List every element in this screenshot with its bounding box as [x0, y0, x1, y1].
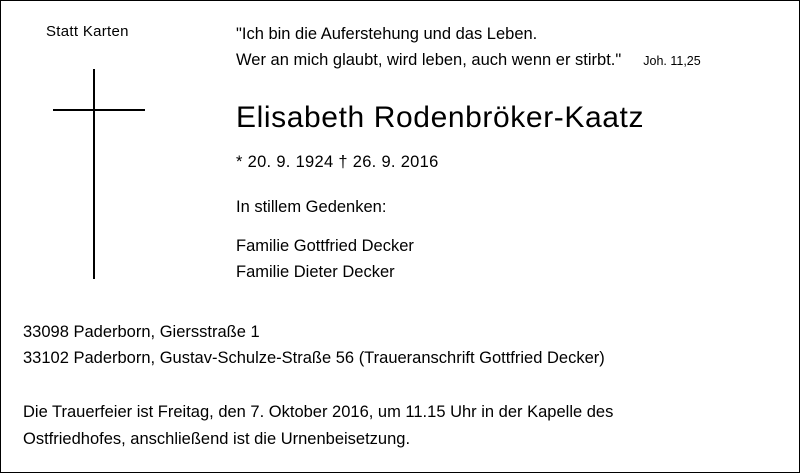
- bible-quote: [236, 21, 776, 74]
- cross-vertical-bar: [93, 69, 95, 279]
- quote-line-2-row: [236, 47, 776, 74]
- service-line-1: Die Trauerfeier ist Freitag, den 7. Oktober 2016, um 11.15 Uhr in der Kapelle des: [23, 403, 614, 421]
- address-line-1: 33098 Paderborn, Giersstraße 1: [23, 323, 260, 341]
- quote-reference: Joh. 11,25: [643, 54, 701, 68]
- statt-karten-label: Statt Karten: [46, 23, 129, 40]
- family-list: [236, 233, 414, 285]
- remembrance-heading: In stillem Gedenken:: [236, 198, 387, 216]
- funeral-service-info: [23, 399, 785, 453]
- christian-cross-icon: [53, 69, 145, 279]
- quote-line-1: "Ich bin die Auferstehung und das Leben.: [236, 25, 538, 43]
- cross-horizontal-bar: [53, 109, 145, 111]
- service-line-2: Ostfriedhofes, anschließend ist die Urnenbeisetzung.: [23, 430, 411, 448]
- birth-death-dates: * 20. 9. 1924 † 26. 9. 2016: [236, 153, 439, 171]
- list-item: Familie Gottfried Decker: [236, 237, 414, 255]
- address-block: [23, 319, 783, 371]
- address-line-2: 33102 Paderborn, Gustav-Schulze-Straße 56 (Traueranschrift Gottfried Decker): [23, 349, 605, 367]
- list-item: Familie Dieter Decker: [236, 263, 395, 281]
- deceased-name: Elisabeth Rodenbröker-Kaatz: [236, 101, 645, 134]
- quote-line-2: Wer an mich glaubt, wird leben, auch wenn er stirbt.": [236, 51, 622, 69]
